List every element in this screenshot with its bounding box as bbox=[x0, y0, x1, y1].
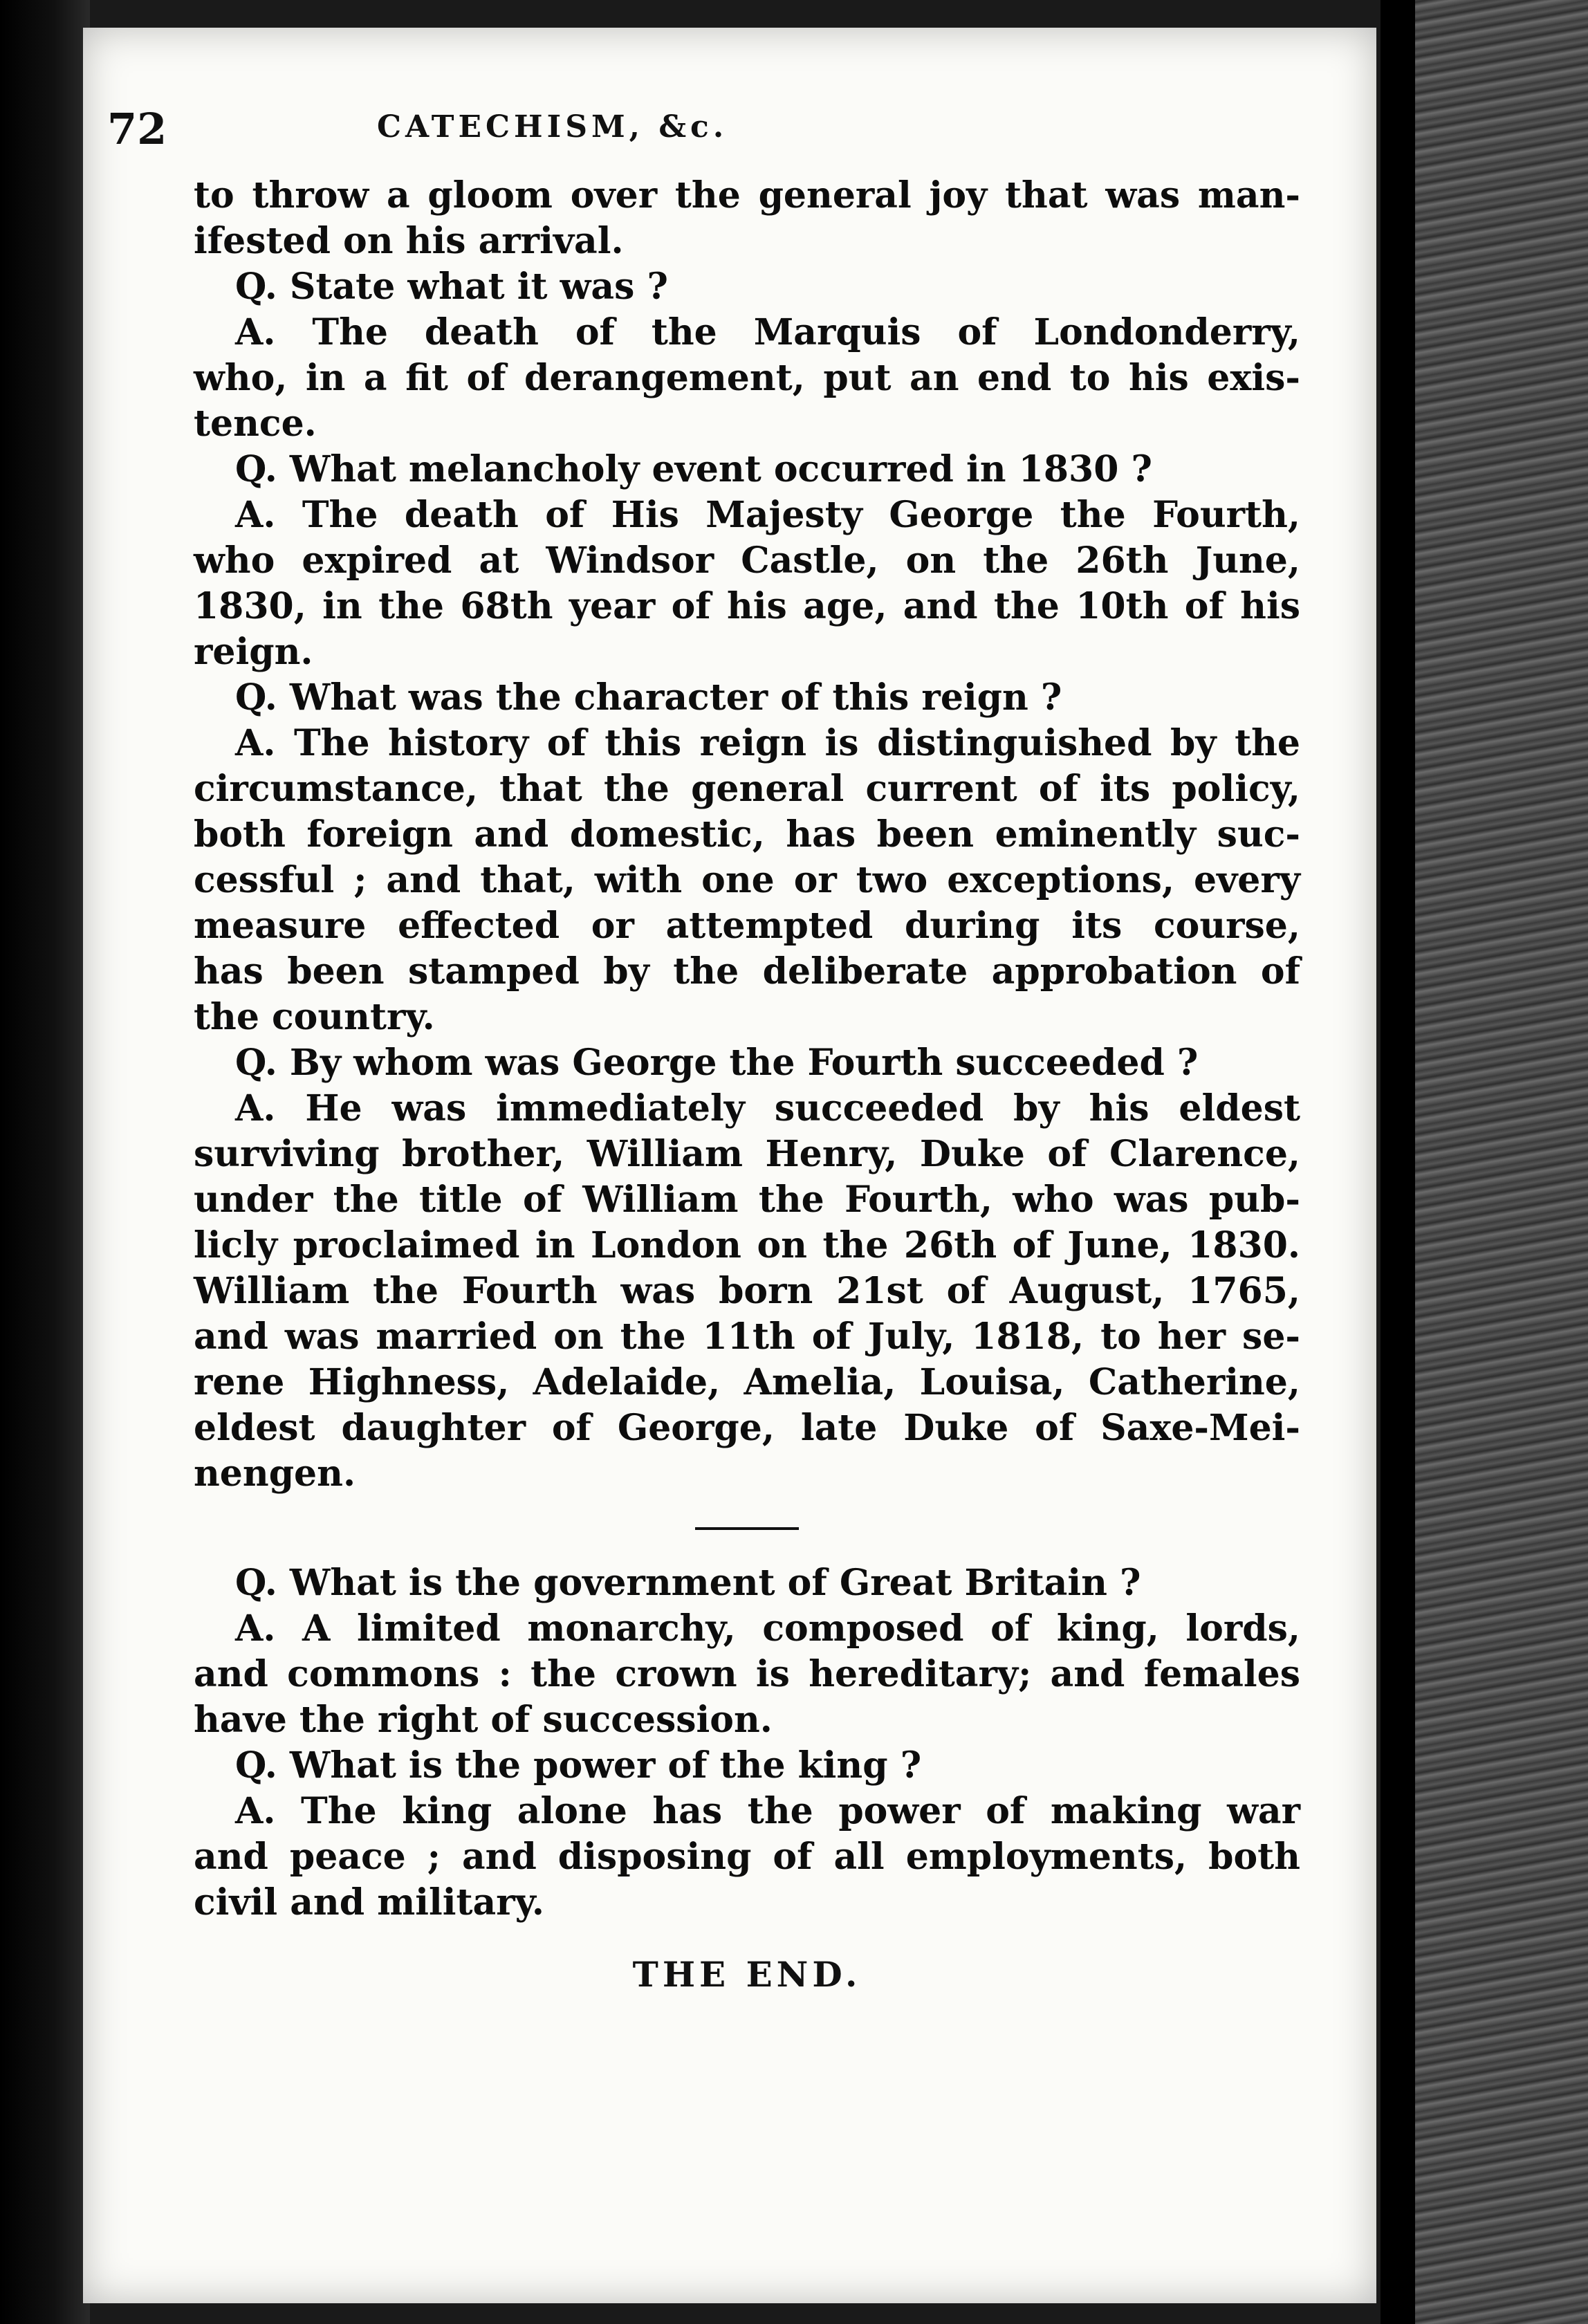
text-line: William the Fourth was born 21st of August, 1765, bbox=[194, 1270, 1300, 1312]
text-line: nengen. bbox=[194, 1452, 356, 1495]
text-line: measure effected or attempted during its course, bbox=[194, 905, 1300, 947]
text-line: A. The history of this reign is distinguished by the bbox=[235, 722, 1300, 764]
text-line: surviving brother, William Henry, Duke of Clarence, bbox=[194, 1133, 1300, 1175]
text-line: cessful ; and that, with one or two exceptions, every bbox=[194, 859, 1300, 901]
text-line: has been stamped by the deliberate approbation of bbox=[194, 950, 1300, 993]
text-line: licly proclaimed in London on the 26th of June, 1830. bbox=[194, 1224, 1300, 1266]
text-line: Q. What melancholy event occurred in 1830 ? bbox=[235, 448, 1152, 490]
text-line: under the title of William the Fourth, who was pub- bbox=[194, 1179, 1300, 1221]
text-line: and commons : the crown is hereditary; and females bbox=[194, 1653, 1300, 1695]
text-line: rene Highness, Adelaide, Amelia, Louisa, Catherine, bbox=[194, 1361, 1300, 1403]
text-line: civil and military. bbox=[194, 1881, 544, 1924]
text-line: Q. What is the power of the king ? bbox=[235, 1744, 922, 1787]
text-line: and peace ; and disposing of all employments, both bbox=[194, 1836, 1300, 1878]
body-text bbox=[194, 173, 1300, 1998]
text-line: eldest daughter of George, late Duke of Saxe-Mei- bbox=[194, 1407, 1300, 1449]
text-line: A. The death of the Marquis of Londonderry, bbox=[235, 311, 1300, 353]
text-line: who, in a fit of derangement, put an end to his exis- bbox=[194, 357, 1300, 399]
text-line: both foreign and domestic, has been eminently suc- bbox=[194, 813, 1300, 856]
text-line: ifested on his arrival. bbox=[194, 220, 624, 262]
text-line: the country. bbox=[194, 996, 435, 1038]
text-line: Q. By whom was George the Fourth succeeded ? bbox=[235, 1042, 1199, 1084]
text-line: circumstance, that the general current of its policy, bbox=[194, 768, 1300, 810]
the-end-label: THE END. bbox=[632, 1954, 862, 1995]
text-line: Q. State what it was ? bbox=[235, 266, 668, 308]
section-divider bbox=[695, 1527, 799, 1530]
text-line: to throw a gloom over the general joy that was man- bbox=[194, 174, 1300, 216]
scan-right-edge bbox=[1381, 0, 1588, 2324]
text-line: 1830, in the 68th year of his age, and the 10th of his bbox=[194, 585, 1300, 627]
text-line: and was married on the 11th of July, 1818, to her se- bbox=[194, 1316, 1300, 1358]
catechism-section-government bbox=[194, 1560, 1300, 1926]
text-line: tence. bbox=[194, 403, 317, 445]
running-head: CATECHISM, &c. bbox=[377, 109, 728, 145]
page-number: 72 bbox=[107, 104, 167, 154]
text-line: have the right of succession. bbox=[194, 1699, 773, 1741]
text-line: reign. bbox=[194, 631, 313, 673]
text-line: A. He was immediately succeeded by his eldest bbox=[235, 1087, 1300, 1129]
text-line: Q. What was the character of this reign ? bbox=[235, 676, 1062, 719]
text-line: who expired at Windsor Castle, on the 26th June, bbox=[194, 540, 1300, 582]
text-line: A. The king alone has the power of making war bbox=[235, 1790, 1300, 1832]
catechism-section-history bbox=[194, 173, 1300, 1497]
text-line: Q. What is the government of Great Britain ? bbox=[235, 1562, 1141, 1604]
page-header bbox=[107, 104, 1283, 159]
text-line: A. The death of His Majesty George the Fourth, bbox=[235, 494, 1300, 536]
scan-left-edge bbox=[0, 0, 90, 2324]
text-line: A. A limited monarchy, composed of king, lords, bbox=[235, 1607, 1300, 1650]
